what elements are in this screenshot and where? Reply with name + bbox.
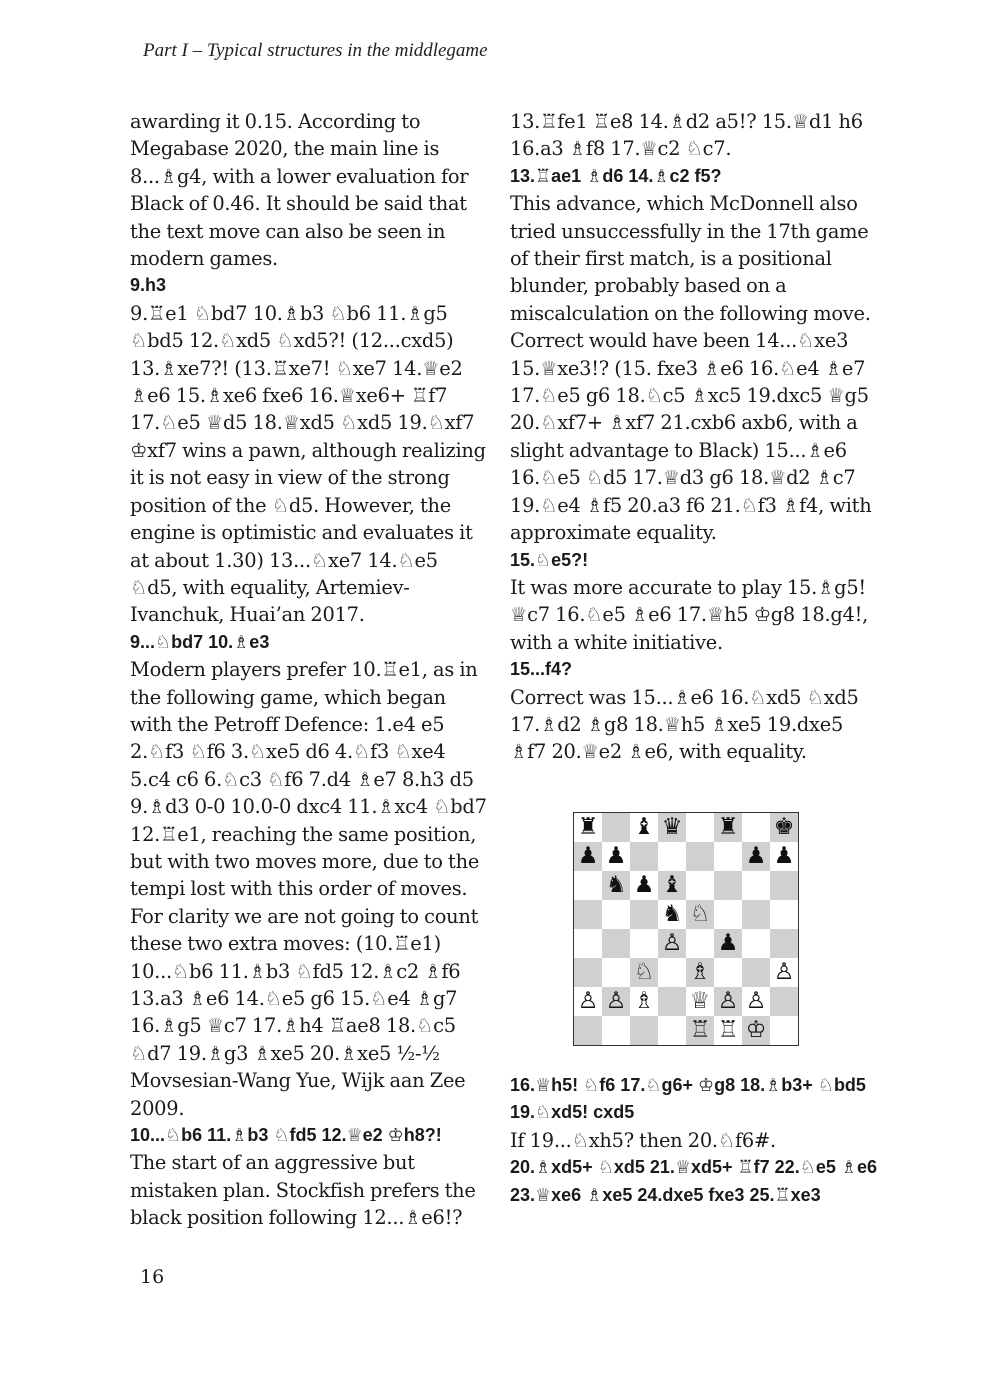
left-column: [130, 108, 490, 1232]
board-square: [714, 958, 742, 987]
board-square: ♞: [602, 871, 630, 900]
board-square: ♙: [574, 987, 602, 1016]
running-header: Part I – Typical structures in the middlegame: [143, 40, 488, 61]
right-column-continued: [510, 1072, 880, 1209]
board-square: [574, 900, 602, 929]
board-square: [602, 958, 630, 987]
board-square: [686, 842, 714, 871]
board-square: [630, 929, 658, 958]
board-square: ♜: [574, 813, 602, 842]
board-square: [770, 987, 798, 1016]
board-square: [686, 813, 714, 842]
board-square: [630, 1016, 658, 1045]
move-heading: 16.♕h5! ♘f6 17.♘g6+ ♔g8 18.♗b3+ ♘bd5 19.♘xd5! cxd5: [510, 1075, 866, 1123]
commentary-paragraph: awarding it 0.15. According to Megabase 2020, the main line is 8...♗g4, with a lower evaluation for Black of 0.46. It should be said that the text move can also be seen in modern games.: [130, 110, 469, 271]
board-square: ♖: [714, 1016, 742, 1045]
board-square: ♟: [742, 842, 770, 871]
board-square: ♙: [742, 987, 770, 1016]
board-square: ♘: [686, 900, 714, 929]
board-square: [742, 813, 770, 842]
commentary-paragraph: It was more accurate to play 15.♗g5! ♕c7 16.♘e5 ♗e6 17.♕h5 ♔g8 18.g4!, with a white initiative.: [510, 575, 869, 654]
board-square: ♘: [630, 958, 658, 987]
board-square: ♜: [714, 813, 742, 842]
board-square: [602, 929, 630, 958]
board-square: [714, 871, 742, 900]
board-square: [742, 871, 770, 900]
move-heading: 15.♘e5?!: [510, 549, 589, 570]
move-heading: 10...♘b6 11.♗b3 ♘fd5 12.♕e2 ♔h8?!: [130, 1125, 442, 1146]
commentary-paragraph: The start of an aggressive but mistaken plan. Stockfish prefers the black position following 12...♗e6!?: [130, 1151, 476, 1230]
right-column: [510, 108, 880, 766]
board-square: ♝: [630, 813, 658, 842]
commentary-paragraph: If 19...♘xh5? then 20.♘f6#.: [510, 1128, 776, 1152]
board-square: [714, 900, 742, 929]
board-square: ♖: [686, 1016, 714, 1045]
board-square: [574, 1016, 602, 1045]
move-heading: 9.h3: [130, 275, 167, 296]
chess-diagram: [573, 812, 799, 1046]
board-square: [742, 958, 770, 987]
board-square: ♙: [602, 987, 630, 1016]
board-square: [658, 842, 686, 871]
move-heading: 9...♘bd7 10.♗e3: [130, 631, 270, 652]
board-square: [770, 1016, 798, 1045]
board-square: ♕: [686, 987, 714, 1016]
board-square: [742, 900, 770, 929]
board-square: [630, 900, 658, 929]
board-square: ♙: [714, 987, 742, 1016]
board-square: [770, 900, 798, 929]
board-square: [686, 929, 714, 958]
board-square: ♛: [658, 813, 686, 842]
board-square: ♟: [574, 842, 602, 871]
board-square: ♟: [714, 929, 742, 958]
commentary-paragraph: 13.♖fe1 ♖e8 14.♗d2 a5!? 15.♕d1 h6 16.a3 ♗f8 17.♕c2 ♘c7.: [510, 110, 863, 161]
board-square: ♟: [602, 842, 630, 871]
board-square: [574, 958, 602, 987]
page-number: 16: [140, 1266, 165, 1288]
board-square: ♔: [742, 1016, 770, 1045]
board-square: ♙: [770, 958, 798, 987]
commentary-paragraph: This advance, which McDonnell also tried unsuccessfully in the 17th game of their first match, is a positional blunder, probably based on a miscalculation on the following move. Correct would have been 14...♘xe3 15.♕xe3!? (15. fxe3 ♗e6 16.♘e4 ♗e7 17.♘e5 g6 18.♘c5 ♗xc5 19.dxc5 ♕g5 20.♘xf7+ ♗xf7 21.cxb6 axb6, with a slight advantage to Black) 15...♗e6 16.♘e5 ♘d5 17.♕d3 g6 18.♕d2 ♗c7 19.♘e4 ♗f5 20.a3 f6 21.♘f3 ♗f4, with approximate equality.: [510, 192, 872, 545]
board-square: ♝: [658, 871, 686, 900]
board-square: [658, 987, 686, 1016]
board-square: ♗: [686, 958, 714, 987]
board-square: [658, 958, 686, 987]
move-heading: 15...f4?: [510, 659, 573, 680]
commentary-paragraph: Modern players prefer 10.♖e1, as in the following game, which began with the Petroff Defence: 1.e4 e5 2.♘f3 ♘f6 3.♘xe5 d6 4.♘f3 ♘xe4 5.c4 c6 6.♘c3 ♘f6 7.d4 ♗e7 8.h3 d5 9.♗d3 0-0 10.0-0 dxc4 11.♗xc4 ♘bd7 12.♖e1, reaching the same position, but with two moves more, due to the tempi lost with this order of moves. For clarity we are not going to count these two extra moves: (10.♖e1) 10...♘b6 11.♗b3 ♘fd5 12.♗c2 ♗f6 13.a3 ♗e6 14.♘e5 g6 15.♘e4 ♗g7 16.♗g5 ♕c7 17.♗h4 ♖ae8 18.♘c5 ♘d7 19.♗g3 ♗xe5 20.♗xe5 ½-½ Movsesian-Wang Yue, Wijk aan Zee 2009.: [130, 658, 487, 1120]
board-square: [602, 1016, 630, 1045]
board-square: [658, 1016, 686, 1045]
board-square: ♞: [658, 900, 686, 929]
commentary-paragraph: 9.♖e1 ♘bd7 10.♗b3 ♘b6 11.♗g5 ♘bd5 12.♘xd5 ♘xd5?! (12...cxd5) 13.♗xe7?! (13.♖xe7! ♘xe7 14.♕e2 ♗e6 15.♗xe6 fxe6 16.♕xe6+ ♖f7 17.♘e5 ♕d5 18.♕xd5 ♘xd5 19.♘xf7 ♔xf7 wins a pawn, although realizing it is not easy in view of the strong position of the ♘d5. However, the engine is optimistic and evaluates it at about 1.30) 13...♘xe7 14.♘e5 ♘d5, with equality, Artemiev-Ivanchuk, Huai’an 2017.: [130, 301, 486, 627]
board-square: ♟: [770, 842, 798, 871]
board-square: [770, 929, 798, 958]
board-square: [602, 813, 630, 842]
board-square: [742, 929, 770, 958]
board-square: [574, 929, 602, 958]
commentary-paragraph: Correct was 15...♗e6 16.♘xd5 ♘xd5 17.♗d2 ♗g8 18.♕h5 ♗xe5 19.dxe5 ♗f7 20.♕e2 ♗e6, with equality.: [510, 685, 859, 764]
board-square: [574, 871, 602, 900]
board-square: [714, 842, 742, 871]
move-heading: 20.♗xd5+ ♘xd5 21.♕xd5+ ♖f7 22.♘e5 ♗e6 23.♕xe6 ♗xe5 24.dxe5 fxe3 25.♖xe3: [510, 1157, 878, 1205]
board-square: ♙: [658, 929, 686, 958]
move-heading: 13.♖ae1 ♗d6 14.♗c2 f5?: [510, 165, 722, 186]
board-square: [630, 842, 658, 871]
board-square: [602, 900, 630, 929]
board-square: ♚: [770, 813, 798, 842]
board-square: ♗: [630, 987, 658, 1016]
board-square: [686, 871, 714, 900]
board-square: [770, 871, 798, 900]
board-square: ♟: [630, 871, 658, 900]
